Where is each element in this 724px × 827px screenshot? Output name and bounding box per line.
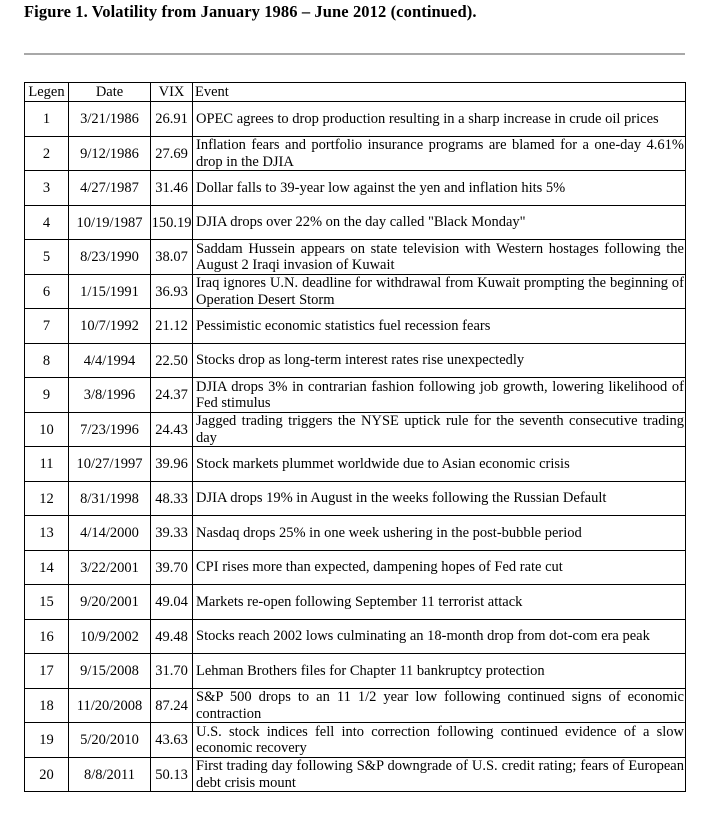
cell-vix: 49.04 [151,585,193,620]
cell-event: Iraq ignores U.N. deadline for withdrawal from Kuwait prompting the beginning of Operation Desert Storm [193,275,686,309]
cell-date: 10/9/2002 [69,620,151,654]
header-vix: VIX [151,83,193,102]
cell-date: 1/15/1991 [69,275,151,309]
table-row [25,309,686,344]
title-divider [24,53,685,55]
cell-vix: 48.33 [151,482,193,516]
cell-date: 8/23/1990 [69,240,151,275]
cell-date: 4/4/1994 [69,344,151,378]
cell-event: Nasdaq drops 25% in one week ushering in the post-bubble period [193,516,686,551]
table-row [25,171,686,206]
cell-date: 10/7/1992 [69,309,151,344]
cell-vix: 26.91 [151,102,193,137]
cell-date: 9/20/2001 [69,585,151,620]
table-row [25,344,686,378]
cell-vix: 24.43 [151,413,193,447]
cell-event: Stock markets plummet worldwide due to Asian economic crisis [193,447,686,482]
table-body [25,102,686,792]
cell-vix: 43.63 [151,723,193,758]
cell-vix: 39.33 [151,516,193,551]
cell-event: First trading day following S&P downgrade of U.S. credit rating; fears of European debt crisis mount [193,758,686,792]
cell-vix: 36.93 [151,275,193,309]
cell-date: 7/23/1996 [69,413,151,447]
cell-date: 11/20/2008 [69,689,151,723]
table-row [25,654,686,689]
cell-event: Markets re-open following September 11 terrorist attack [193,585,686,620]
header-date: Date [69,83,151,102]
cell-legend: 10 [25,413,69,447]
table-row [25,137,686,171]
cell-date: 10/19/1987 [69,206,151,240]
cell-legend: 14 [25,551,69,585]
cell-event: OPEC agrees to drop production resulting in a sharp increase in crude oil prices [193,102,686,137]
cell-event: S&P 500 drops to an 11 1/2 year low following continued signs of economic contraction [193,689,686,723]
cell-event: Lehman Brothers files for Chapter 11 bankruptcy protection [193,654,686,689]
table-row [25,378,686,413]
table-row [25,585,686,620]
cell-legend: 17 [25,654,69,689]
table-header-row [25,83,686,102]
cell-event: DJIA drops over 22% on the day called "Black Monday" [193,206,686,240]
cell-event: Inflation fears and portfolio insurance programs are blamed for a one-day 4.61% drop in the DJIA [193,137,686,171]
figure-title: Figure 1. Volatility from January 1986 – June 2012 (continued). [24,2,477,21]
cell-vix: 24.37 [151,378,193,413]
cell-legend: 4 [25,206,69,240]
cell-date: 9/15/2008 [69,654,151,689]
cell-legend: 19 [25,723,69,758]
cell-event: Pessimistic economic statistics fuel recession fears [193,309,686,344]
table-row [25,723,686,758]
cell-legend: 13 [25,516,69,551]
table-row [25,240,686,275]
cell-vix: 31.46 [151,171,193,206]
cell-date: 3/22/2001 [69,551,151,585]
cell-legend: 15 [25,585,69,620]
cell-date: 4/27/1987 [69,171,151,206]
header-legend: Legen [25,83,69,102]
cell-vix: 39.70 [151,551,193,585]
cell-vix: 87.24 [151,689,193,723]
cell-vix: 21.12 [151,309,193,344]
table-row [25,275,686,309]
table-row [25,758,686,792]
cell-event: DJIA drops 19% in August in the weeks following the Russian Default [193,482,686,516]
cell-vix: 27.69 [151,137,193,171]
table-row [25,206,686,240]
cell-date: 8/8/2011 [69,758,151,792]
cell-legend: 20 [25,758,69,792]
cell-vix: 150.19 [151,206,193,240]
cell-vix: 50.13 [151,758,193,792]
cell-date: 9/12/1986 [69,137,151,171]
table-row [25,413,686,447]
cell-legend: 9 [25,378,69,413]
cell-legend: 5 [25,240,69,275]
cell-date: 3/8/1996 [69,378,151,413]
cell-date: 10/27/1997 [69,447,151,482]
cell-event: CPI rises more than expected, dampening hopes of Fed rate cut [193,551,686,585]
cell-event: Dollar falls to 39-year low against the yen and inflation hits 5% [193,171,686,206]
cell-legend: 12 [25,482,69,516]
cell-legend: 18 [25,689,69,723]
table-row [25,102,686,137]
cell-date: 5/20/2010 [69,723,151,758]
table-row [25,516,686,551]
volatility-events-table [24,82,686,792]
table-row [25,447,686,482]
cell-legend: 7 [25,309,69,344]
table-row [25,620,686,654]
cell-legend: 11 [25,447,69,482]
cell-legend: 6 [25,275,69,309]
cell-vix: 31.70 [151,654,193,689]
cell-vix: 38.07 [151,240,193,275]
cell-date: 4/14/2000 [69,516,151,551]
cell-legend: 8 [25,344,69,378]
cell-date: 3/21/1986 [69,102,151,137]
cell-vix: 39.96 [151,447,193,482]
table-row [25,689,686,723]
header-event: Event [193,83,686,102]
cell-legend: 3 [25,171,69,206]
table-row [25,551,686,585]
cell-event: U.S. stock indices fell into correction following continued evidence of a slow economic recovery [193,723,686,758]
cell-event: Jagged trading triggers the NYSE uptick rule for the seventh consecutive trading day [193,413,686,447]
cell-event: DJIA drops 3% in contrarian fashion following job growth, lowering likelihood of Fed stimulus [193,378,686,413]
cell-event: Stocks reach 2002 lows culminating an 18-month drop from dot-com era peak [193,620,686,654]
table-row [25,482,686,516]
cell-vix: 49.48 [151,620,193,654]
cell-legend: 2 [25,137,69,171]
cell-event: Saddam Hussein appears on state television with Western hostages following the August 2 Iraqi invasion of Kuwait [193,240,686,275]
cell-legend: 16 [25,620,69,654]
cell-event: Stocks drop as long-term interest rates rise unexpectedly [193,344,686,378]
cell-date: 8/31/1998 [69,482,151,516]
cell-vix: 22.50 [151,344,193,378]
cell-legend: 1 [25,102,69,137]
